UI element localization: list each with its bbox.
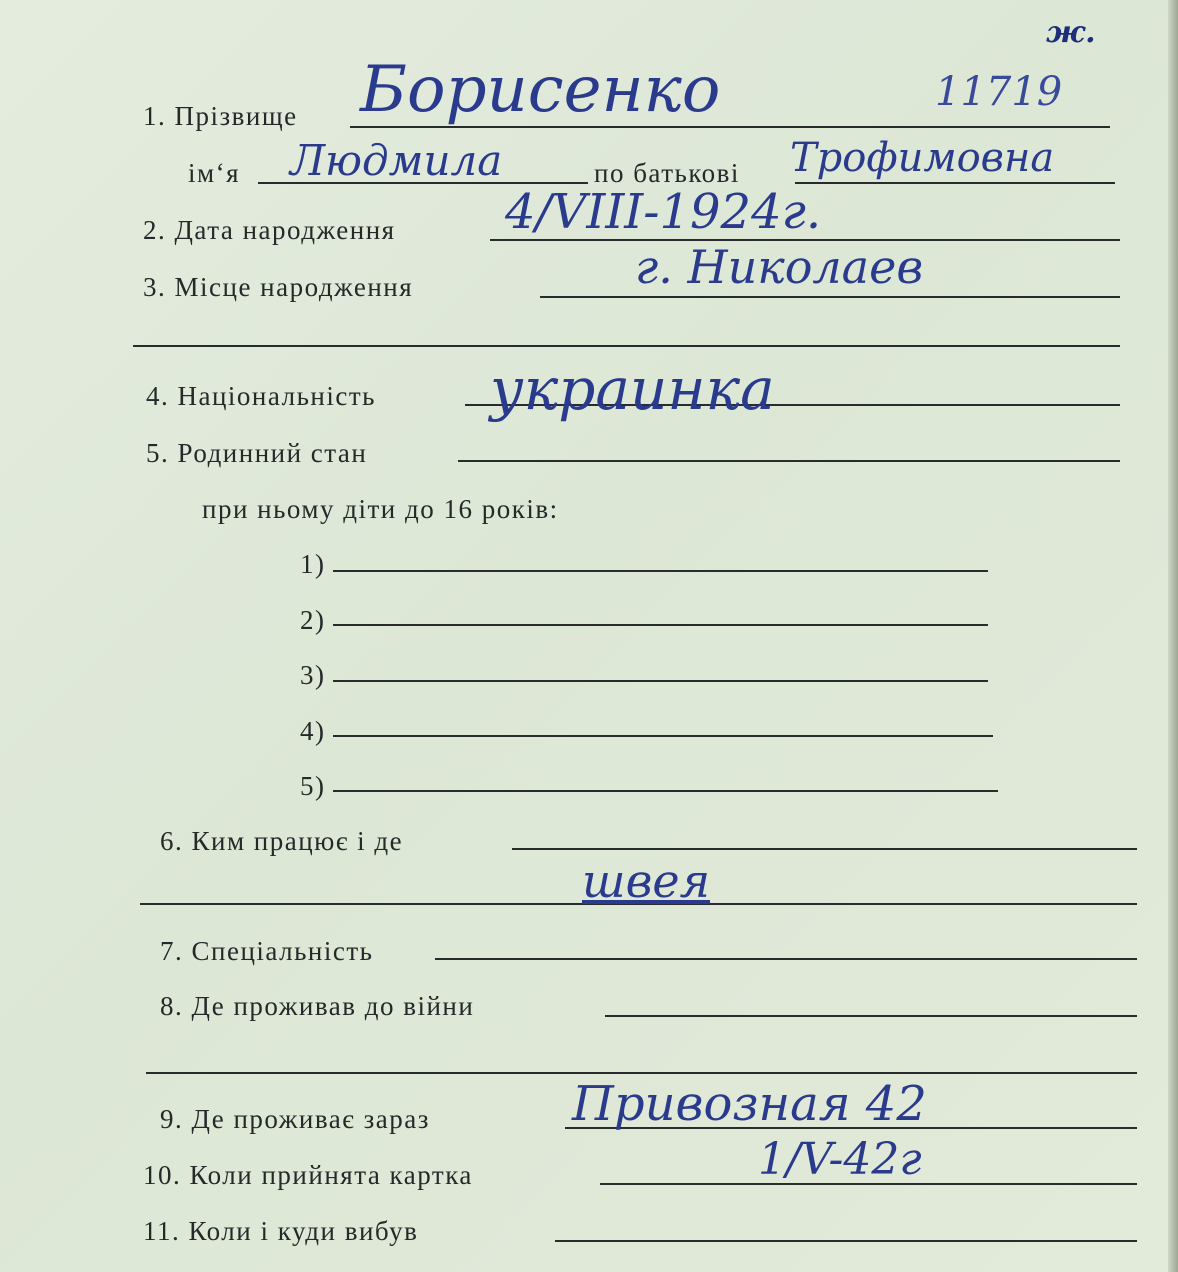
birthdate-label: 2. Дата народження [143,215,396,245]
prewar-residence-line-2 [146,1072,1137,1074]
child-4-label: 4) [300,716,326,746]
prewar-residence-label: 8. Де проживав до війни [160,991,475,1021]
departure-line [555,1240,1137,1242]
corner-mark: ж. [1046,15,1096,50]
birthplace-value: г. Николаев [635,240,924,294]
birthdate-value: 4/VIII-1924г. [505,184,822,240]
child-2-label: 2) [300,605,326,635]
employment-value: швея [582,854,711,908]
prewar-residence-line [605,1015,1137,1017]
departure-label: 11. Коли і куди вибув [143,1216,419,1246]
employment-label: 6. Ким працює і де [160,826,404,856]
patronymic-label: по батькові [594,158,740,188]
child-5-label: 5) [300,771,326,801]
birthplace-line [540,296,1120,298]
child-2-line [333,624,988,626]
child-4-line [333,735,993,737]
patronymic-line [795,182,1115,184]
child-3-line [333,680,988,682]
patronymic-value: Трофимовна [790,135,1055,181]
child-3-label: 3) [300,660,326,690]
nationality-label: 4. Національність [146,381,376,411]
name-label: ім‘я [188,158,240,188]
marital-status-label: 5. Родинний стан [146,438,368,468]
card-accepted-label: 10. Коли прийнята картка [143,1160,473,1190]
specialty-line [435,958,1137,960]
child-5-line [333,790,998,792]
current-residence-label: 9. Де проживає зараз [160,1104,430,1134]
child-1-line [333,570,988,572]
child-1-label: 1) [300,549,326,579]
surname-label: 1. Прізвище [143,101,298,131]
children-label: при ньому діти до 16 років: [202,494,559,524]
name-value: Людмила [290,136,503,185]
specialty-label: 7. Спеціальність [160,936,374,966]
archive-number: 11719 [935,69,1063,115]
birthplace-label: 3. Місце народження [143,272,414,302]
card-accepted-value: 1/V-42г [758,1134,922,1185]
employment-line [512,848,1137,850]
current-residence-value: Привозная 42 [572,1076,927,1132]
birthplace-line-2 [133,345,1120,347]
nationality-value: украинка [490,355,775,423]
surname-value: Борисенко [360,53,721,127]
marital-status-line [458,460,1120,462]
